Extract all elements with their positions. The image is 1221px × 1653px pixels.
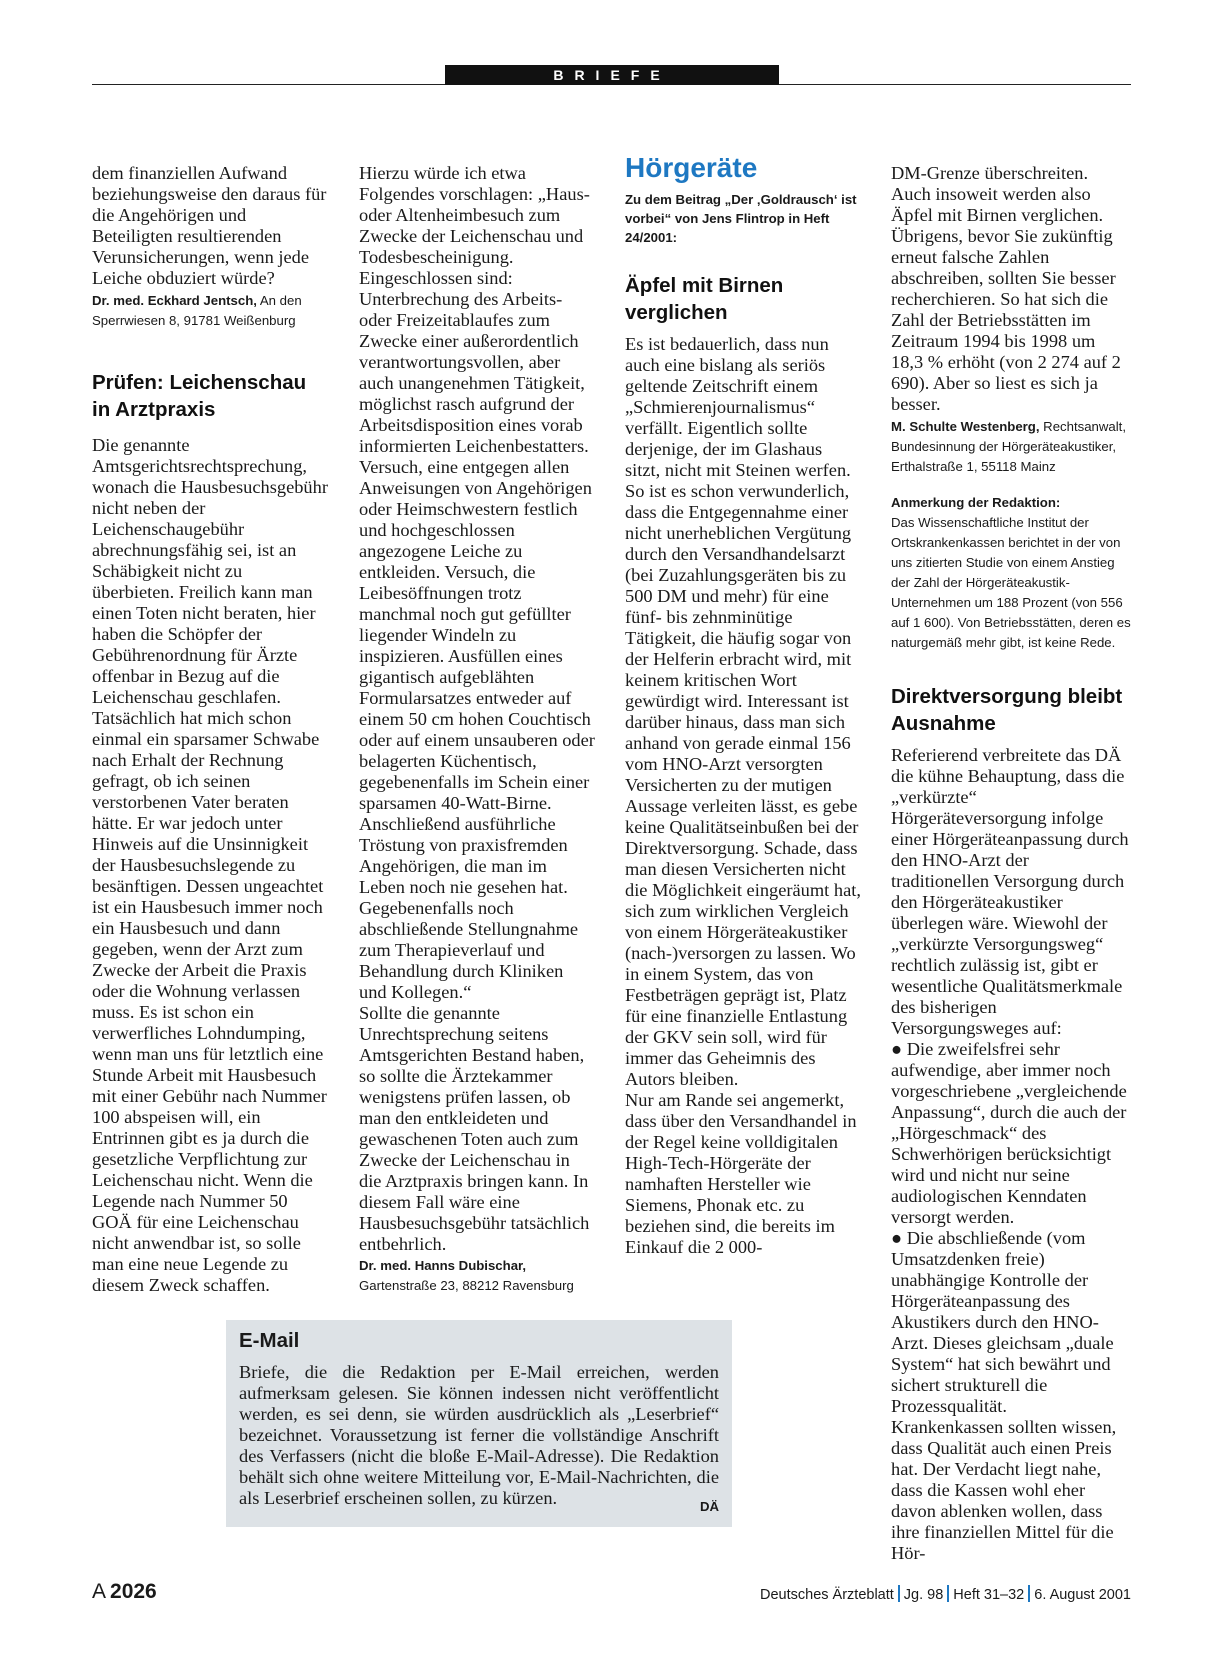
letter-heading: Äpfel mit Birnen verglichen: [625, 274, 784, 324]
issue: Heft 31–32: [953, 1587, 1025, 1603]
letter-signature: [359, 1256, 595, 1296]
author-address: Gartenstraße 23, 88212 Ravensburg: [359, 1278, 574, 1293]
editor-note-title: Anmerkung der Redaktion:: [891, 495, 1061, 510]
bullet-item: ● Die abschließende (vom Umsatzdenken freie) unabhängige Kontrolle der Hörgeräteanpassung des Akustikers durch den HNO-Arzt. Dieses gleichsam „duale System“ hat sich bewährt und sichert strukturell die Prozessqualität.: [891, 1228, 1114, 1416]
column-1: [92, 163, 328, 1296]
letter-text: Krankenkassen sollten wissen, dass Qualität auch einen Preis hat. Der Verdacht liegt nahe, dass die Kassen wohl eher davon ablenken wollen, dass ihre finanziellen Mittel für die Hör-: [891, 1417, 1117, 1563]
letter-text: Es ist bedauerlich, dass nun auch eine bislang als seriös geltende Zeitschrift einem „Schmierenjournalismus“ verfällt. Eigentlich sollte derjenige, der im Glashaus sitzt, nicht mit Steinen werfen. So ist es schon verwunderlich, dass die Entgegennahme einer nicht unerheblichen Vergütung durch den Versandhandelsarzt (bei Zuzahlungsgeräten bis zu 500 DM und mehr) für eine fünf- bis zehnminütige Tätigkeit, die häufig sogar von der Helferin erbracht wird, mit keinem kritischen Wort gewürdigt wird. Interessant ist darüber hinaus, dass man sich anhand von gerade einmal 156 vom HNO-Arzt versorgten Versicherten zu der mutigen Aussage verleiten lässt, es gebe keine Qualitätseinbußen bei der Direktversorgung. Schade, dass man diesen Versicherten nicht die Möglichkeit eingeräumt hat, sich zum wirklichen Vergleich von einem Hörgeräteakustiker (nach-)versorgen zu lassen. Wo in einem System, das von Festbeträgen geprägt ist, Platz für eine finanzielle Entlastung der GKV sein soll, wird für immer das Geheimnis des Autors bleiben.: [625, 334, 861, 1089]
author-name: Dr. med. Eckhard Jentsch,: [92, 293, 257, 308]
author-address: An den Sperrwiesen 8, 91781 Weißenburg: [92, 293, 302, 328]
page-prefix: A: [92, 1580, 107, 1603]
volume: Jg. 98: [903, 1587, 944, 1603]
column-4: [891, 163, 1131, 1564]
author-name: Dr. med. Hanns Dubischar,: [359, 1258, 527, 1273]
page-number: [92, 1580, 157, 1604]
email-box-text: Briefe, die die Redaktion per E-Mail erreichen, werden aufmerksam gelesen. Sie können indessen nicht veröffentlicht werden, es sei denn, sie würden ausdrücklich als „Leserbrief“ bezeichnet. Voraussetzung ist ferner die vollständige Anschrift des Verfassers (nicht die bloße E-Mail-Adresse). Die Redaktion behält sich ohne weitere Mitteilung vor, E-Mail-Nachrichten, die als Leserbrief erscheinen sollen, zu kürzen.: [239, 1362, 719, 1508]
email-box-signature: DÄ: [699, 1499, 719, 1514]
column-3: [625, 153, 861, 1258]
email-box-title: E-Mail: [239, 1329, 300, 1352]
separator: [1028, 1585, 1030, 1602]
footer-citation: [760, 1585, 1131, 1603]
author-name: M. Schulte Westenberg,: [891, 419, 1040, 434]
letter-heading: Prüfen: Leichenschau in Arztpraxis: [92, 371, 307, 421]
separator: [898, 1585, 900, 1602]
letter-text: Referierend verbreitete das DÄ die kühne Behauptung, dass die „verkürzte“ Hörgeräteversorgung infolge einer Hörgeräteanpassung durch den HNO-Arzt der traditionellen Versorgung durch den Hörgeräteakustiker überlegen wäre. Wiewohl der „verkürzte Versorgungsweg“ rechtlich zulässig ist, gibt er wesentliche Qualitätsmerkmale des bisherigen Versorgungsweges auf:: [891, 745, 1129, 1038]
article-reference: Zu dem Beitrag „Der ‚Goldrausch‘ ist vorbei“ von Jens Flintrop in Heft 24/2001:: [625, 192, 857, 245]
letter-text: Hierzu würde ich etwa Folgendes vorschlagen: „Haus- oder Altenheimbesuch zum Zwecke der Leichenschau und Todesbescheinigung. Eingeschlossen sind: Unterbrechung des Arbeits- oder Freizeitablaufes zum Zwecke einer außerordentlich verantwortungsvollen, aber auch unangenehmen Tätigkeit, möglichst rasch aufgrund der Arbeitsdisposition eines vorab informierten Leichenbestatters. Versuch, eine entgegen allen Anweisungen von Angehörigen oder Heimschwestern festlich und hochgeschlossen angezogene Leiche zu entkleiden. Versuch, die Leibesöffnungen trotz manchmal noch gut gefüllter liegender Windeln zu inspizieren. Ausfüllen eines gigantisch aufgeblähten Formularsatzes entweder auf einem 50 cm hohen Couchtisch oder auf einem unsauberen oder belagerten Küchentisch, gegebenenfalls im Schein einer sparsamen 40-Watt-Birne. Anschließend ausführliche Tröstung von praxisfremden Angehörigen, die man im Leben noch nie gesehen hat. Gegebenenfalls noch abschließende Stellungnahme zum Therapieverlauf und Behandlung durch Kliniken und Kollegen.“: [359, 163, 595, 1002]
email-info-box: [226, 1320, 732, 1527]
bullet-item: ● Die zweifelsfrei sehr aufwendige, aber immer noch vorgeschriebene „vergleichende Anpassung“, durch die auch der „Hörgeschmack“ des Schwerhörigen berücksichtigt wird und nicht nur seine audiologischen Kenndaten versorgt werden.: [891, 1039, 1127, 1227]
author-address: Rechtsanwalt, Bundesinnung der Hörgeräteakustiker, Erthalstraße 1, 55118 Mainz: [891, 419, 1127, 474]
letter-text: Sollte die genannte Unrechtsprechung seitens Amtsgerichten Bestand haben, so sollte die Ärztekammer wenigstens prüfen lassen, ob man den entkleideten und gewaschenen Toten auch zum Zwecke der Leichenschau in die Arztpraxis bringen kann. In diesem Fall wäre eine Hausbesuchsgebühr tatsächlich entbehrlich.: [359, 1003, 590, 1254]
journal-name: Deutsches Ärzteblatt: [760, 1587, 894, 1603]
issue-date: 6. August 2001: [1034, 1587, 1131, 1603]
letter-text: Nur am Rande sei angemerkt, dass über den Versandhandel in der Regel keine volldigitalen High-Tech-Hörgeräte der namhaften Hersteller wie Siemens, Phonak etc. zu beziehen sind, die bereits im Einkauf die 2 000-: [625, 1090, 857, 1257]
letter-text: dem finanziellen Aufwand beziehungsweise den daraus für die Angehörigen und Beteiligten resultierenden Verunsicherungen, wenn jede Leiche obduziert würde?: [92, 163, 327, 288]
editor-note-text: Das Wissenschaftliche Institut der Ortskrankenkassen berichtet in der von uns zitierten Studie von einem Anstieg der Zahl der Hörgeräteakustik-Unternehmen um 188 Prozent (von 556 auf 1 600). Von Betriebsstätten, deren es naturgemäß mehr gibt, ist keine Rede.: [891, 515, 1131, 650]
letter-signature: [891, 417, 1131, 477]
letter-signature: [92, 291, 328, 331]
topic-title: Hörgeräte: [625, 152, 758, 183]
page-number-value: 2026: [110, 1580, 157, 1603]
letter-heading: Direktversorgung bleibt Ausnahme: [891, 685, 1123, 735]
column-2: [359, 163, 595, 1296]
section-label: BRIEFE: [445, 65, 779, 85]
letter-text: Die genannte Amtsgerichtsrechtsprechung, wonach die Hausbesuchsgebühr nicht neben der Leichenschaugebühr abrechnungsfähig sei, ist an Schäbigkeit nicht zu überbieten. Freilich kann man einen Toten nicht beraten, hier haben die Schöpfer der Gebührenordnung für Ärzte offenbar in Bezug auf die Leichenschau geschlafen. Tatsächlich hat mich schon einmal ein sparsamer Schwabe nach Erhalt der Rechnung gefragt, ob ich seinen verstorbenen Vater beraten hätte. Er war jedoch unter Hinweis auf die Unsinnigkeit der Hausbesuchslegende zu besänftigen. Dessen ungeachtet ist ein Hausbesuch immer noch ein Hausbesuch und dann gegeben, wenn der Arzt zum Zwecke der Arbeit die Praxis oder die Wohnung verlassen muss. Es ist schon ein verwerfliches Lohndumping, wenn man uns für letztlich eine Stunde Arbeit mit Hausbesuch mit einer Gebühr nach Nummer 100 abspeisen will, ein Entrinnen gibt es ja durch die gesetzliche Verpflichtung zur Leichenschau nicht. Wenn die Legende nach Nummer 50 GOÄ für eine Leichenschau nicht anwendbar ist, so solle man eine neue Legende zu diesem Zweck schaffen.: [92, 435, 328, 1295]
separator: [947, 1585, 949, 1602]
letter-text: DM-Grenze überschreiten. Auch insoweit werden also Äpfel mit Birnen verglichen. Übrigens, bevor Sie zukünftig erneut falsche Zahlen abschreiben, sollten Sie besser recherchieren. So hat sich die Zahl der Betriebsstätten im Zeitraum 1994 bis 1998 um 18,3 % erhöht (von 2 274 auf 2 690). Aber so liest es sich ja besser.: [891, 163, 1121, 414]
